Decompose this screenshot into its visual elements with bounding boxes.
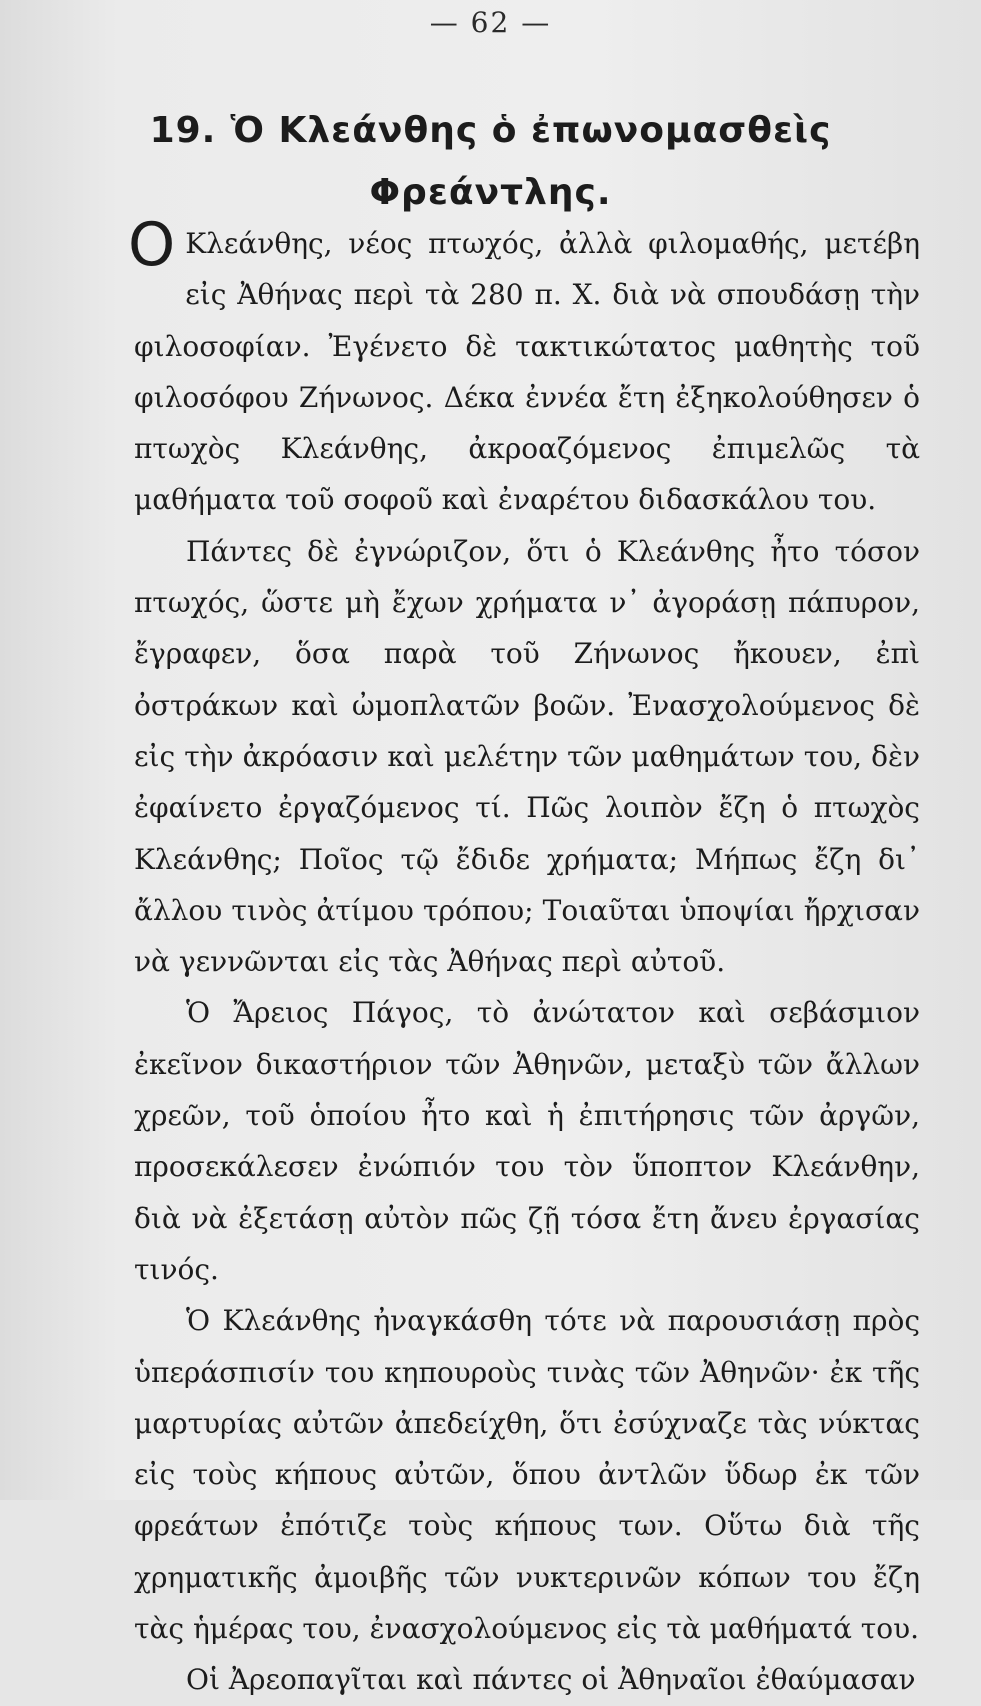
- paragraph-3: Ὁ Ἄρειος Πάγος, τὸ ἀνώτατον καὶ σεβάσμιον ἐκεῖνον δικαστήριον τῶν Ἀθηνῶν, μεταξὺ τῶν ἄλλων χρεῶν, τοῦ ὁποίου ἦτο καὶ ἡ ἐπιτήρησις τῶν ἀργῶν, προσεκάλεσεν ἐνώπιόν του τὸν ὕποπτον Κλεάνθην, διὰ νὰ ἐξετάσῃ αὐτὸν πῶς ζῇ τόσα ἔτη ἄνευ ἐργασίας τινός.: [134, 996, 920, 1286]
- drop-cap: Ο: [128, 210, 176, 280]
- chapter-title-line-1: [0, 100, 981, 162]
- paragraph-1: [128, 210, 920, 526]
- paragraph-5: Οἱ Ἀρεοπαγῖται καὶ πάντες οἱ Ἀθηναῖοι ἐθαύμασαν: [186, 1663, 916, 1697]
- chapter-title-text: Ὁ Κλεάνθης ὁ ἐπωνομασθεὶς: [230, 110, 832, 151]
- paragraph-1-text: Κλεάνθης, νέος πτωχός, ἀλλὰ φιλομαθής, μετέβη εἰς Ἀθήνας περὶ τὰ 280 π. Χ. διὰ νὰ σπουδάσῃ τὴν φιλοσοφίαν. Ἐγένετο δὲ τακτικώτατος μαθητὴς τοῦ φιλοσόφου Ζήνωνος. Δέκα ἐννέα ἔτη ἐξηκολούθησεν ὁ πτωχὸς Κλεάνθης, ἀκροαζόμενος ἐπιμελῶς τὰ μαθήματα τοῦ σοφοῦ καὶ ἐναρέτου διδασκάλου του.: [134, 227, 920, 517]
- body-text: [128, 210, 920, 1706]
- paragraph-4: Ὁ Κλεάνθης ἠναγκάσθη τότε νὰ παρουσιάσῃ πρὸς ὑπεράσπισίν του κηπουροὺς τινὰς τῶν Ἀθηνῶν· ἐκ τῆς μαρτυρίας αὐτῶν ἀπεδείχθη, ὅτι ἐσύχναζε τὰς νύκτας εἰς τοὺς κήπους αὐτῶν, ὅπου ἀντλῶν ὕδωρ ἐκ τῶν φρεάτων ἐπότιζε τοὺς κήπους των. Οὕτω διὰ τῆς χρηματικῆς ἀμοιβῆς τῶν νυκτερινῶν κόπων του ἔζη τὰς ἡμέρας του, ἐνασχολούμενος εἰς τὰ μαθήματά του.: [134, 1304, 920, 1646]
- paragraph-2: Πάντες δὲ ἐγνώριζον, ὅτι ὁ Κλεάνθης ἦτο τόσον πτωχός, ὥστε μὴ ἔχων χρήματα ν᾽ ἀγοράσῃ πάπυρον, ἔγραφεν, ὅσα παρὰ τοῦ Ζήνωνος ἤκουεν, ἐπὶ ὀστράκων καὶ ὠμοπλατῶν βοῶν. Ἐνασχολούμενος δὲ εἰς τὴν ἀκρόασιν καὶ μελέτην τῶν μαθημάτων του, δὲν ἐφαίνετο ἐργαζόμενος τί. Πῶς λοιπὸν ἔζη ὁ πτωχὸς Κλεάνθης; Ποῖος τῷ ἔδιδε χρήματα; Μήπως ἔζη δι᾽ ἄλλου τινὸς ἀτίμου τρόπου; Τοιαῦται ὑποψίαι ἤρχισαν νὰ γεννῶνται εἰς τὰς Ἀθήνας περὶ αὐτοῦ.: [134, 534, 920, 979]
- page-number: — 62 —: [429, 6, 552, 39]
- chapter-title-line-2: Φρεάντλης.: [369, 172, 612, 213]
- chapter-number: 19.: [149, 110, 217, 151]
- chapter-title: [0, 100, 981, 224]
